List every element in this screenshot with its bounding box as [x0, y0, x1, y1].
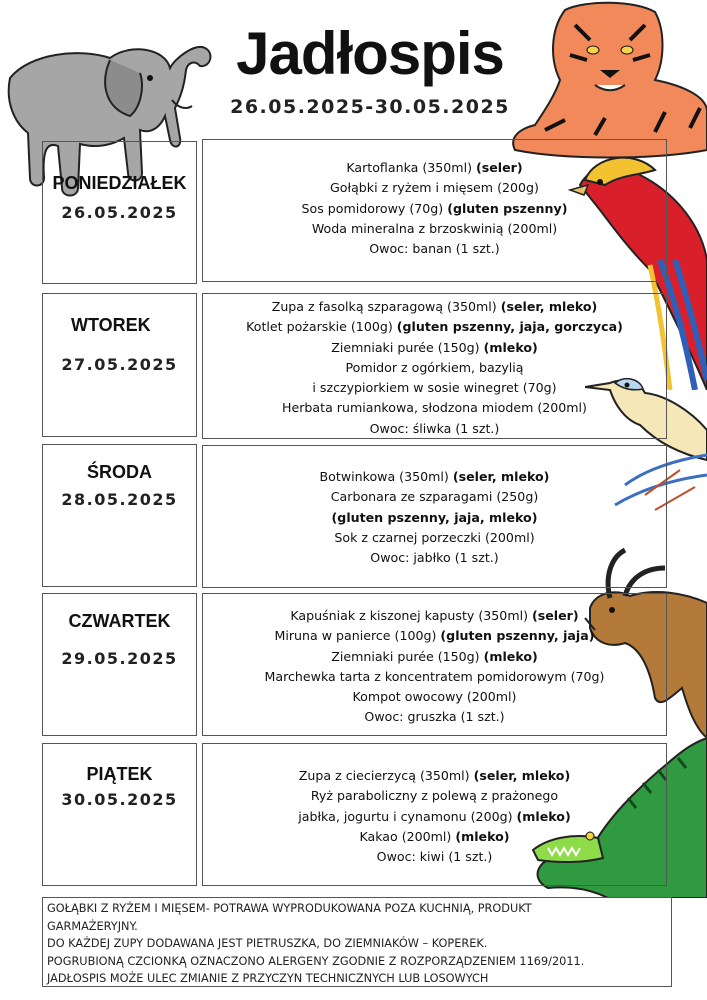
menu-item: Owoc: jabłko (1 szt.) — [370, 550, 499, 566]
menu-item: Owoc: kiwi (1 szt.) — [376, 849, 493, 865]
day-box-friday — [42, 743, 197, 886]
menu-item: Botwinkowa (350ml) (seler, mleko) — [319, 469, 550, 484]
menu-item: Sos pomidorowy (70g) (gluten pszenny) — [301, 200, 568, 216]
note-line: JADŁOSPIS MOŻE ULEC ZMIANIE Z PRZYCZYN TECHNICZNYCH LUB LOSOWYCH — [47, 972, 489, 985]
menu-item: jabłka, jogurtu i cynamonu (200g) (mleko) — [298, 808, 571, 824]
page-title: Jadłospis — [236, 20, 504, 87]
menu-box-tuesday — [202, 293, 667, 439]
menu-box-monday — [202, 139, 667, 282]
notes-box — [42, 897, 672, 987]
day-date: 28.05.2025 — [61, 490, 178, 509]
day-name: ŚRODA — [86, 462, 152, 482]
menu-item: Kakao (200ml) (mleko) — [359, 828, 510, 844]
menu-item: Ziemniaki purée (150g) (mleko) — [331, 648, 538, 664]
menu-item: Marchewka tarta z koncentratem pomidorowym (70g) — [264, 668, 605, 684]
menu-item: Kartoflanka (350ml) (seler) — [346, 160, 523, 175]
day-box-monday — [42, 141, 197, 284]
menu-box-thursday — [202, 593, 667, 736]
menu-item: Carbonara ze szparagami (250g) — [330, 489, 539, 505]
note-line: GARMAŻERYJNY. — [47, 919, 138, 933]
menu-item: Herbata rumiankowa, słodzona miodem (200ml) — [282, 400, 587, 416]
menu-item: Ziemniaki purée (150g) (mleko) — [331, 339, 538, 355]
menu-box-wednesday — [202, 445, 667, 588]
day-date: 30.05.2025 — [61, 790, 178, 809]
menu-item: i szczypiorkiem w sosie winegret (70g) — [312, 380, 557, 396]
day-name: PIĄTEK — [86, 764, 153, 784]
note-line: DO KAŻDEJ ZUPY DODAWANA JEST PIETRUSZKA, DO ZIEMNIAKÓW – KOPEREK. — [47, 937, 488, 950]
menu-item: Pomidor z ogórkiem, bazylią — [345, 359, 524, 375]
menu-item: (gluten pszenny, jaja, mleko) — [331, 509, 538, 525]
note-line: POGRUBIONĄ CZCIONKĄ OZNACZONO ALERGENY ZGODNIE Z ROZPORZĄDZENIEM 1169/2011. — [47, 954, 585, 968]
menu-item: Zupa z fasolką szparagową (350ml) (seler, mleko) — [271, 299, 598, 314]
day-box-thursday — [42, 593, 197, 736]
menu-item: Kapuśniak z kiszonej kapusty (350ml) (seler) — [290, 608, 579, 623]
date-range: 26.05.2025-30.05.2025 — [230, 96, 510, 118]
day-box-wednesday — [42, 444, 197, 587]
day-date: 27.05.2025 — [61, 355, 178, 374]
menu-item: Owoc: banan (1 szt.) — [369, 241, 500, 257]
note-line: GOŁĄBKI Z RYŻEM I MIĘSEM- POTRAWA WYPRODUKOWANA POZA KUCHNIĄ, PRODUKT — [47, 902, 532, 915]
menu-item: Zupa z ciecierzycą (350ml) (seler, mleko) — [298, 768, 571, 783]
menu-item: Gołąbki z ryżem i mięsem (200g) — [330, 180, 539, 196]
tiger-illustration — [505, 0, 707, 160]
day-date: 29.05.2025 — [61, 649, 178, 668]
day-name: PONIEDZIAŁEK — [52, 173, 187, 193]
menu-box-friday — [202, 743, 667, 886]
day-box-tuesday — [42, 293, 197, 437]
day-date: 26.05.2025 — [61, 203, 178, 222]
menu-item: Kotlet pożarskie (100g) (gluten pszenny, jaja, gorczyca) — [246, 319, 623, 335]
menu-item: Owoc: śliwka (1 szt.) — [369, 420, 500, 436]
day-name: CZWARTEK — [68, 611, 171, 631]
day-name: WTOREK — [71, 315, 151, 335]
menu-item: Woda mineralna z brzoskwinią (200ml) — [311, 220, 558, 236]
menu-item: Ryż paraboliczny z polewą z prażonego — [310, 788, 559, 804]
menu-item: Kompot owocowy (200ml) — [352, 689, 517, 705]
menu-item: Miruna w panierce (100g) (gluten pszenny, jaja) — [274, 628, 595, 644]
menu-item: Owoc: gruszka (1 szt.) — [364, 709, 505, 725]
menu-item: Sok z czarnej porzeczki (200ml) — [334, 529, 535, 545]
